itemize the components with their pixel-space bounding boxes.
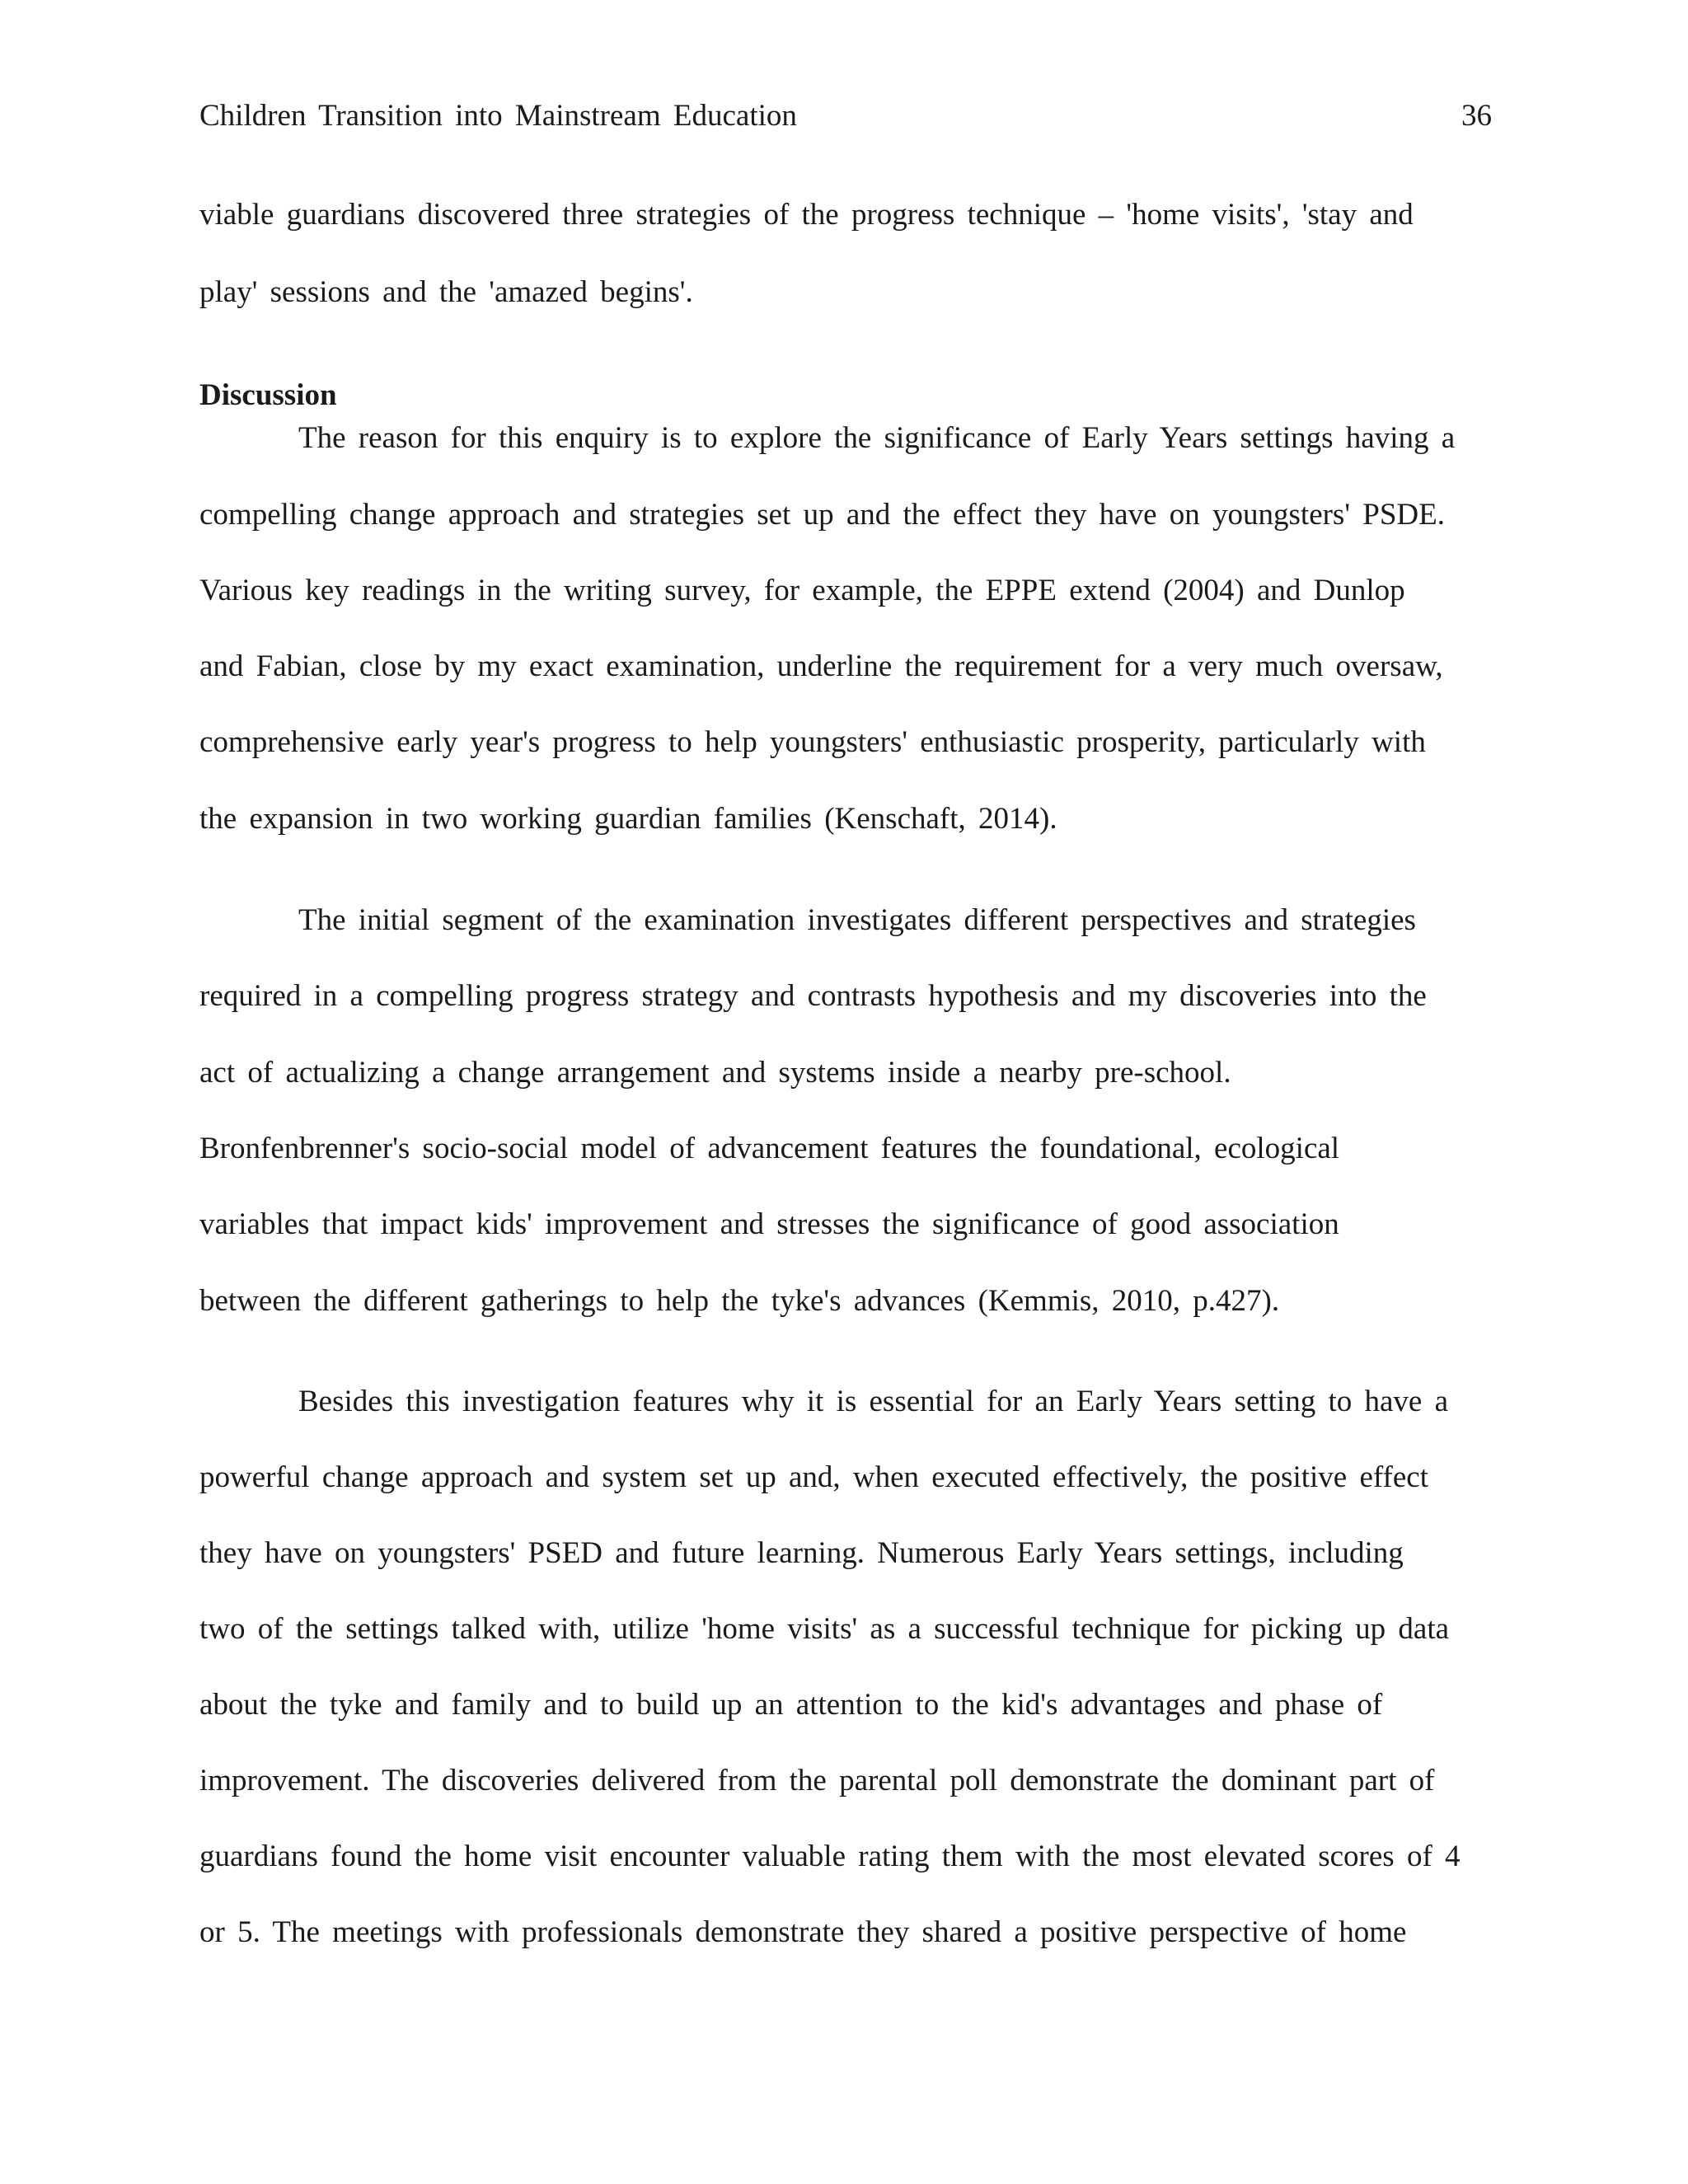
running-title: Children Transition into Mainstream Education — [199, 99, 797, 133]
body-line: play' sessions and the 'amazed begins'. — [199, 275, 693, 309]
body-line: between the different gatherings to help the tyke's advances (Kemmis, 2010, p.427). — [199, 1284, 1280, 1318]
body-line: act of actualizing a change arrangement and systems inside a nearby pre-school. — [199, 1056, 1231, 1090]
body-line: and Fabian, close by my exact examination, underline the requirement for a very much oversaw, — [199, 649, 1443, 683]
body-line: compelling change approach and strategies set up and the effect they have on youngsters' PSDE. — [199, 498, 1445, 532]
body-line: they have on youngsters' PSED and future learning. Numerous Early Years settings, including — [199, 1536, 1404, 1570]
page-number: 36 — [1461, 99, 1492, 133]
body-line: Bronfenbrenner's socio-social model of advancement features the foundational, ecological — [199, 1132, 1340, 1165]
body-line: two of the settings talked with, utilize 'home visits' as a successful technique for picking up data — [199, 1612, 1450, 1646]
body-line: The initial segment of the examination investigates different perspectives and strategies — [298, 903, 1416, 937]
body-line: viable guardians discovered three strategies of the progress technique – 'home visits', 'stay and — [199, 198, 1414, 232]
body-line: variables that impact kids' improvement and stresses the significance of good association — [199, 1207, 1339, 1241]
body-line: powerful change approach and system set up and, when executed effectively, the positive effect — [199, 1460, 1428, 1494]
body-line: The reason for this enquiry is to explore the significance of Early Years settings having a — [298, 421, 1456, 455]
body-line: Besides this investigation features why it is essential for an Early Years setting to have a — [298, 1385, 1449, 1418]
section-heading: Discussion — [199, 378, 337, 412]
running-head — [199, 96, 1492, 137]
body-line: comprehensive early year's progress to help youngsters' enthusiastic prosperity, particularly with — [199, 725, 1426, 759]
body-line: guardians found the home visit encounter valuable rating them with the most elevated scores of 4 — [199, 1840, 1461, 1873]
body-line: improvement. The discoveries delivered from the parental poll demonstrate the dominant part of — [199, 1764, 1435, 1797]
body-line: the expansion in two working guardian families (Kenschaft, 2014). — [199, 802, 1057, 836]
body-line: Various key readings in the writing survey, for example, the EPPE extend (2004) and Dunlop — [199, 574, 1405, 607]
body-line: about the tyke and family and to build up an attention to the kid's advantages and phase of — [199, 1688, 1383, 1722]
body-line: required in a compelling progress strategy and contrasts hypothesis and my discoveries into the — [199, 979, 1427, 1013]
body-line: or 5. The meetings with professionals demonstrate they shared a positive perspective of home — [199, 1915, 1407, 1949]
